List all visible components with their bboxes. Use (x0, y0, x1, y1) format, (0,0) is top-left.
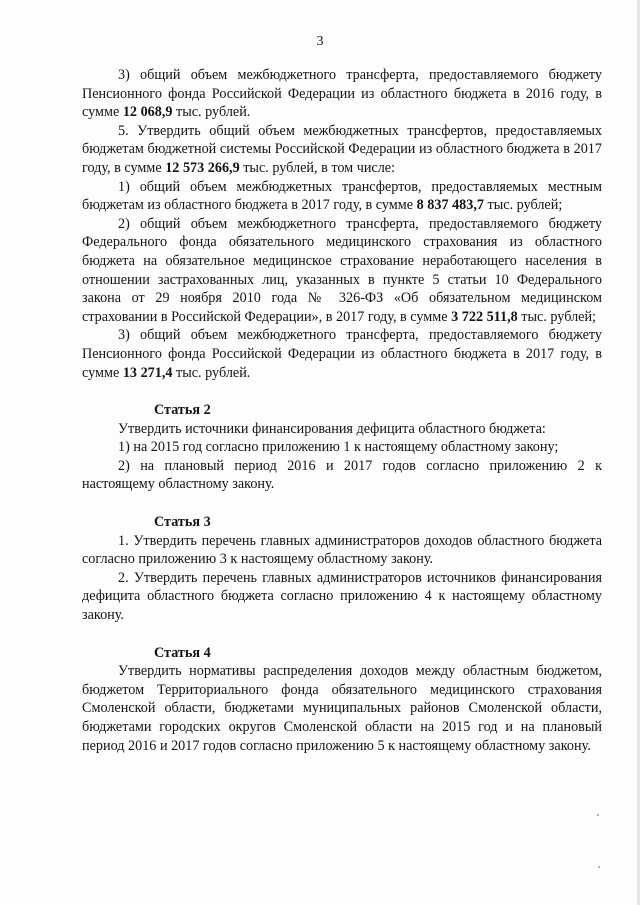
paragraph-item-5: 5. Утвердить общий объем межбюджетных трансфертов, предоставляемых бюджетам бюджетной системы Российской Федерации из областного бюджета в 2017 году, в сумме 12 573 266,9 тыс. рублей, в том числе: (82, 122, 602, 176)
document-body (82, 66, 602, 755)
article-3-heading: Статья 3 (154, 514, 211, 531)
spacer (82, 625, 602, 644)
amount-pension-2017: 13 271,4 (122, 364, 173, 381)
amount-total-2017: 12 573 266,9 (165, 159, 240, 176)
scan-speck (598, 866, 600, 868)
article-2-item-2: 2) на плановый период 2016 и 2017 годов согласно приложению 2 к настоящему областному закону. (82, 457, 602, 493)
page-number: 3 (316, 34, 324, 49)
article-2-intro: Утвердить источники финансирования дефицита областного бюджета: (118, 420, 546, 437)
article-2-item-1: 1) на 2015 год согласно приложению 1 к настоящему областному закону; (118, 439, 559, 456)
paragraph-medical-2017: 2) общий объем межбюджетного трансферта, предоставляемого бюджету Федерального фонда обязательного медицинского страхования из областного бюджета на обязательное медицинское страхование неработающего населения в отношении застрахованных лиц, указанных в пункте 5 статьи 10 Федерального закона от 29 ноября 2010 года № 326-ФЗ «Об обязательном медицинском страховании в Российской Федерации», в 2017 году, в сумме 3 722 511,8 тыс. рублей; (82, 215, 602, 325)
spacer (82, 494, 602, 513)
paragraph-pension-2017: 3) общий объем межбюджетного трансферта, предоставляемого бюджету Пенсионного фонда Российской Федерации из областного бюджета в 2017 году, в сумме 13 271,4 тыс. рублей. (82, 327, 602, 381)
article-2-heading: Статья 2 (154, 402, 211, 419)
amount-local-2017: 8 837 483,7 (416, 197, 484, 214)
amount-pension-2016: 12 068,9 (122, 104, 173, 121)
article-3-item-1: 1. Утвердить перечень главных администраторов доходов областного бюджета согласно приложению 3 к настоящему областному закону. (82, 532, 602, 568)
article-4-text: Утвердить нормативы распределения доходов между областным бюджетом, бюджетом Территориального фонда обязательного медицинского страхования Смоленской области, бюджетами муниципальных районов Смоленской области, бюджетами городских округов Смоленской области на 2015 год и на плановый период 2016 и 2017 годов согласно приложению 5 к настоящему областному закону. (82, 663, 602, 754)
spacer (82, 382, 602, 401)
scan-speck (597, 814, 599, 816)
amount-medical-2017: 3 722 511,8 (451, 308, 518, 325)
paragraph-pension-2016: 3) общий объем межбюджетного трансферта, предоставляемого бюджету Пенсионного фонда Российской Федерации из областного бюджета в 2016 году, в сумме 12 068,9 тыс. рублей. (82, 67, 602, 121)
paragraph-local-2017: 1) общий объем межбюджетных трансфертов, предоставляемых местным бюджетам из областного бюджета в 2017 году, в сумме 8 837 483,7 тыс. рублей; (82, 178, 602, 214)
article-4-heading: Статья 4 (154, 644, 211, 661)
article-3-item-2: 2. Утвердить перечень главных администраторов источников финансирования дефицита областного бюджета согласно приложению 4 к настоящему областному закону. (82, 569, 602, 624)
